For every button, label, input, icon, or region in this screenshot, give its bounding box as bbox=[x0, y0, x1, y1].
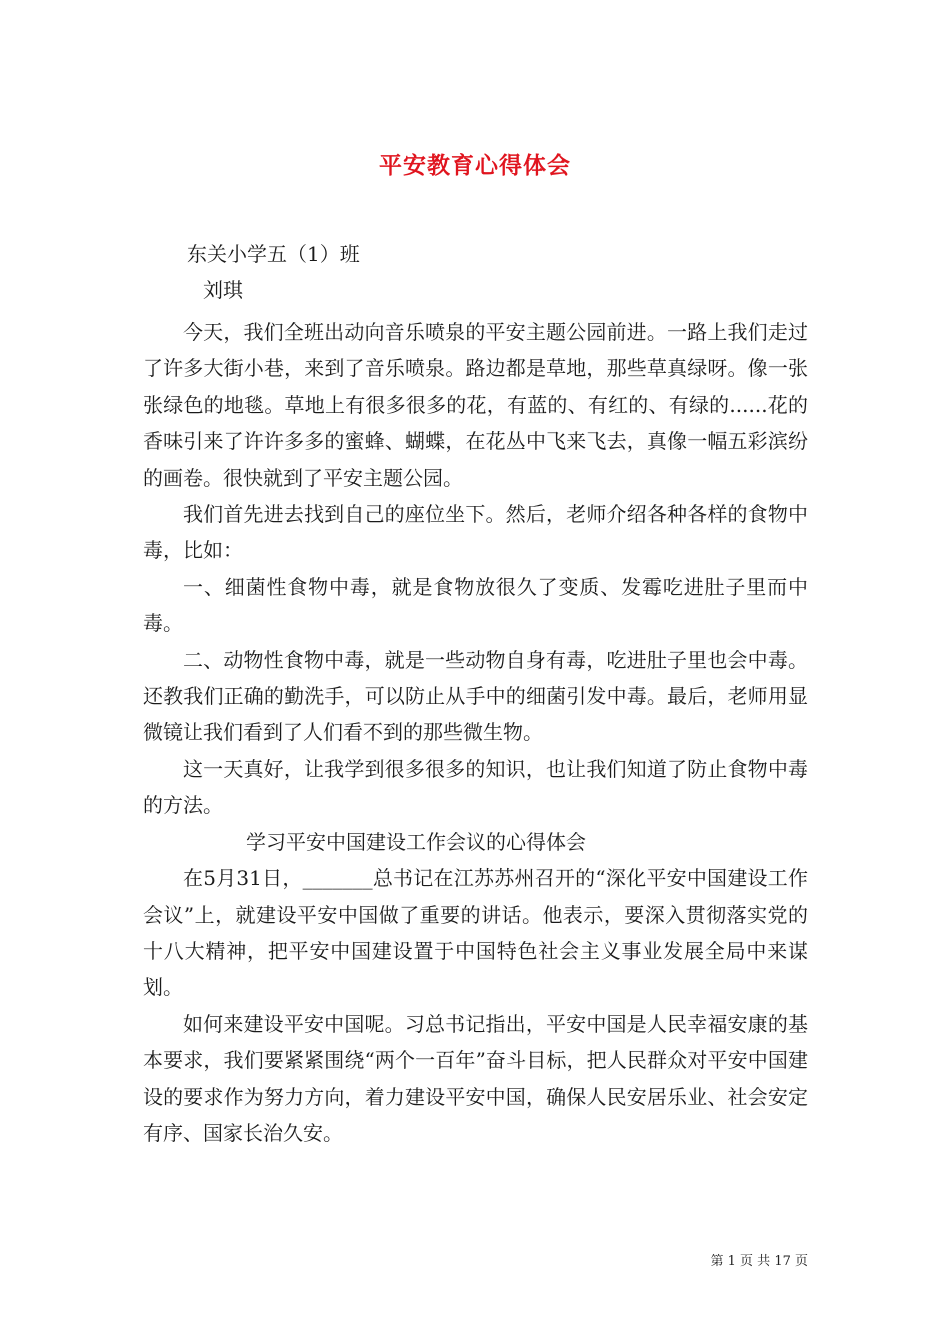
body-paragraph: 二、动物性食物中毒，就是一些动物自身有毒，吃进肚子里也会中毒。还教我们正确的勤洗手，可以防止从手中的细菌引发中毒。最后，老师用显微镜让我们看到了人们看不到的那些微生物。 bbox=[143, 647, 808, 745]
author-name: 刘琪 bbox=[203, 278, 243, 302]
document-body bbox=[143, 314, 808, 1151]
body-paragraph: 一、细菌性食物中毒，就是食物放很久了变质、发霉吃进肚子里而中毒。 bbox=[143, 574, 808, 636]
school-class-line: 东关小学五（1）班 bbox=[187, 242, 360, 266]
body-paragraph: 今天，我们全班出动向音乐喷泉的平安主题公园前进。一路上我们走过了许多大街小巷，来到了音乐喷泉。路边都是草地，那些草真绿呀。像一张张绿色的地毯。草地上有很多很多的花，有蓝的、有红的、有绿的......花的香味引来了许许多多的蜜蜂、蝴蝶，在花丛中飞来飞去，真像一幅五彩滨纷的画卷。很快就到了平安主题公园。 bbox=[143, 320, 808, 490]
body-paragraph: 我们首先进去找到自己的座位坐下。然后，老师介绍各种各样的食物中毒，比如： bbox=[143, 502, 808, 563]
body-paragraph: 在5月31日，_______总书记在江苏苏州召开的“深化平安中国建设工作会议”上，就建设平安中国做了重要的讲话。他表示，要深入贯彻落实党的十八大精神，把平安中国建设置于中国特色社会主义事业发展全局中来谋划。 bbox=[143, 866, 808, 1000]
page-title: 平安教育心得体会 bbox=[379, 152, 571, 180]
body-paragraph: 这一天真好，让我学到很多很多的知识，也让我们知道了防止食物中毒的方法。 bbox=[143, 756, 808, 818]
section-heading: 学习平安中国建设工作会议的心得体会 bbox=[246, 829, 586, 854]
page-number: 第 1 页 共 17 页 bbox=[710, 1254, 808, 1269]
body-paragraph: 如何来建设平安中国呢。习总书记指出，平安中国是人民幸福安康的基本要求，我们要紧紧围绕“两个一百年”奋斗目标，把人民群众对平安中国建设的要求作为努力方向，着力建设平安中国，确保人民安居乐业、社会安定有序、国家长治久安。 bbox=[143, 1011, 808, 1145]
